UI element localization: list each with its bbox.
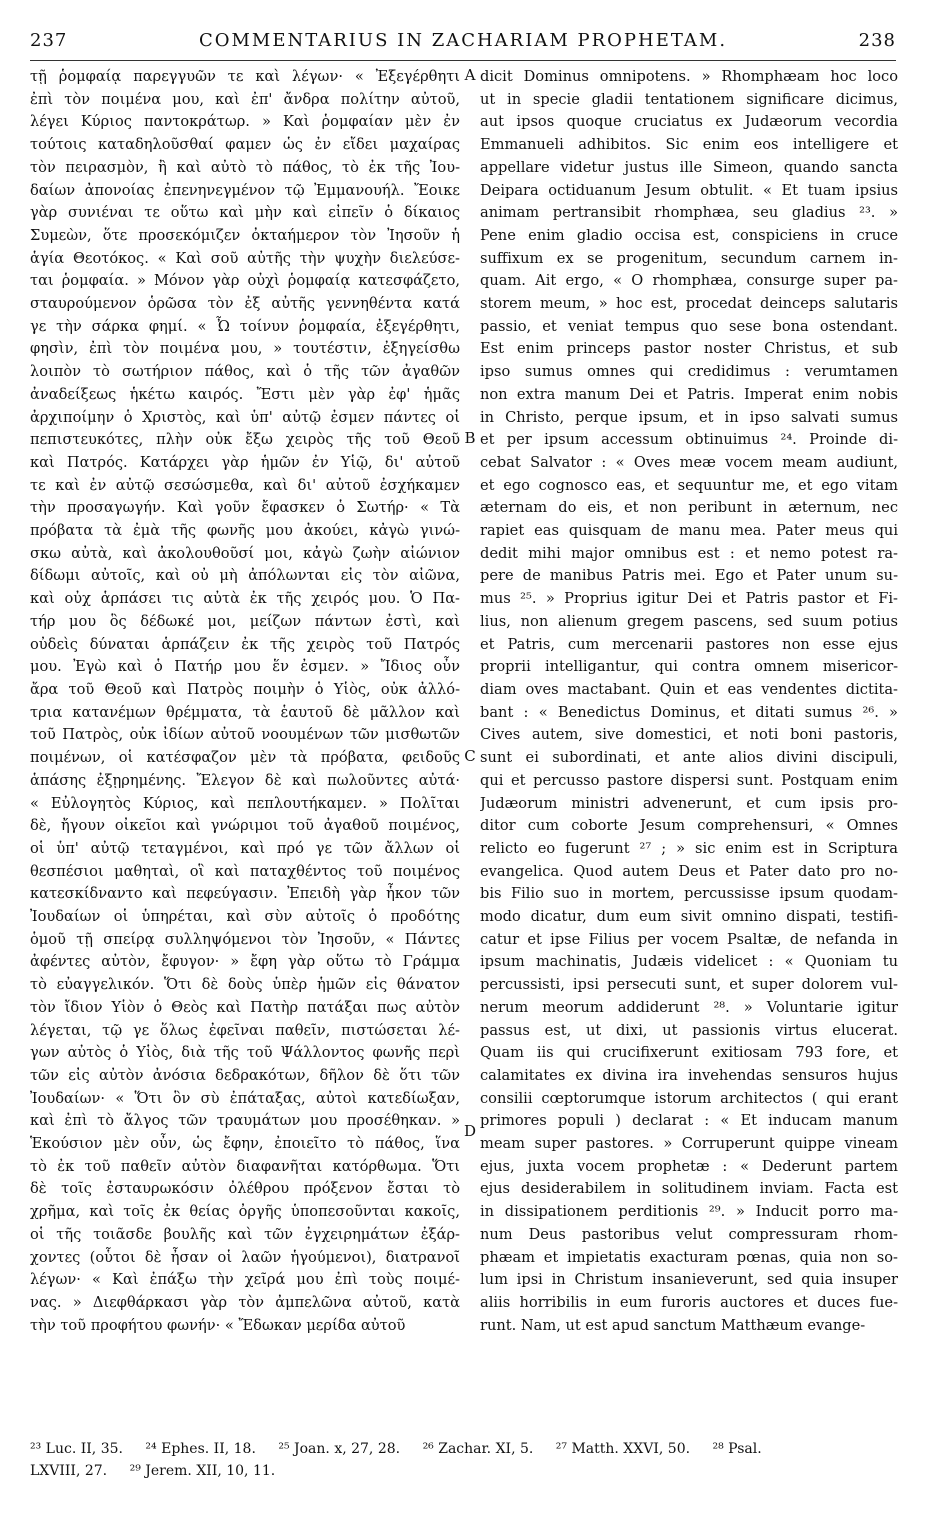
greek-text-line: λέγεται, τῷ γε ὅλως ἐφεῖναι παθεῖν, πιστώσεται λέ- xyxy=(30,1021,460,1039)
latin-text-line: Emmanueli adhibitos. Sic enim eos intelligere et xyxy=(480,136,898,154)
latin-text-line: aliis horribilis in eum furoris auctores et duces fue- xyxy=(480,1293,898,1311)
greek-text-line: νας. » Διεφθάρκασι γὰρ τὸν ἀμπελῶνα αὐτοῦ, κατὰ xyxy=(30,1293,460,1311)
footnote-line-1 xyxy=(30,1438,896,1460)
latin-text-line: mus ²⁵. » Proprius igitur Dei et Patris pastor et Fi- xyxy=(480,590,898,608)
latin-text-line: cebat Salvator : « Oves meæ vocem meam audiunt, xyxy=(480,453,898,471)
latin-text-line: runt. Nam, ut est apud sanctum Matthæum evange- xyxy=(480,1316,866,1334)
greek-text-line: λέγων· « Καὶ ἐπάξω τὴν χεῖρά μου ἐπὶ τοὺς ποιμέ- xyxy=(30,1271,460,1289)
greek-text-line: τήρ μου ὃς δέδωκέ μοι, μείζων πάντων ἐστὶ, καὶ xyxy=(30,612,460,630)
latin-text-line: dedit mihi major omnibus est : et nemo potest ra- xyxy=(480,544,898,562)
footnote: ²⁴ Ephes. II, 18. xyxy=(145,1441,256,1457)
greek-text-line: λοιπὸν τὸ σωτήριον πάθος, καὶ ὁ τῆς τῶν ἀγαθῶν xyxy=(30,363,460,381)
greek-text-line: δαίων ἀπονοίας ἐπενηνεγμένον τῷ Ἐμμανουήλ. Ἔοικε xyxy=(30,181,460,199)
greek-text-line: ἁγία Θεοτόκος. « Καὶ σοῦ αὐτῆς τὴν ψυχὴν διελεύσε- xyxy=(30,249,460,267)
latin-text-line: Deipara octiduanum Jesum obtulit. « Et tuam ipsius xyxy=(480,181,898,199)
header-rule xyxy=(30,60,896,61)
greek-text-line: τῶν εἰς αὐτὸν ἀνόσια δεδρακότων, δῆλον δὲ ὅτι τῶν xyxy=(30,1066,460,1084)
latin-text-line: relicto eo fugerunt ²⁷ ; » sic enim est in Scriptura xyxy=(480,839,898,857)
greek-text-line: ὁμοῦ τῇ σπείρᾳ συλληψόμενοι τὸν Ἰησοῦν, « Πάντες xyxy=(30,930,460,948)
page-header xyxy=(0,0,926,62)
greek-text-line: κατεσκίδναντο καὶ πεφεύγασιν. Ἐπειδὴ γὰρ ἧκον τῶν xyxy=(30,885,460,903)
latin-text-line: ipsum machinatis, Judæis videlicet : « Quoniam tu xyxy=(480,953,898,971)
latin-text-line: num Deus pastoribus velut compressuram rhom- xyxy=(480,1225,898,1243)
greek-text-line: ἁπάσης ἐξῃρημένης. Ἔλεγον δὲ καὶ πωλοῦντες αὐτά· xyxy=(30,771,460,789)
footnote: ²⁵ Joan. x, 27, 28. xyxy=(278,1441,401,1457)
running-title: COMMENTARIUS IN ZACHARIAM PROPHETAM. xyxy=(198,30,728,51)
latin-text-line: et per ipsum accessum obtinuimus ²⁴. Proinde di- xyxy=(480,431,898,449)
latin-text-line: catur et ipse Filius per vocem Psaltæ, de nefanda in xyxy=(480,930,898,948)
greek-text-line: δίδωμι αὐτοῖς, καὶ οὐ μὴ ἀπόλωνται εἰς τὸν αἰῶνα, xyxy=(30,567,460,585)
footnote: ²⁹ Jerem. XII, 10, 11. xyxy=(129,1463,276,1479)
latin-text-line: calamitates ex divina ira invehendas sensuros hujus xyxy=(480,1066,898,1084)
latin-text-line: æternam do eis, et non peribunt in æternum, nec xyxy=(480,499,898,517)
latin-text-line: bant : « Benedictus Dominus, et ditati sumus ²⁶. » xyxy=(480,703,898,721)
greek-text-line: φησὶν, ἐπὶ τὸν ποιμένα μου, » τουτέστιν, ἐξηγείσθω xyxy=(30,340,460,358)
footnote: ²⁸ Psal. xyxy=(712,1441,762,1457)
greek-text-line: καὶ Πατρός. Κατάρχει γὰρ ἡμῶν ἐν Υἱῷ, δι' αὐτοῦ xyxy=(30,453,460,471)
latin-text-line: ut in specie gladii tentationem significare dicimus, xyxy=(480,90,898,108)
latin-text-line: ejus, juxta vocem prophetæ : « Dederunt partem xyxy=(480,1157,898,1175)
footnote: ²³ Luc. II, 35. xyxy=(30,1441,123,1457)
greek-text-line: τὴν τοῦ προφήτου φωνήν· « Ἔδωκαν μερίδα αὐτοῦ xyxy=(30,1316,406,1334)
greek-text-line: ἄρα τοῦ Θεοῦ καὶ Πατρὸς ποιμὴν ὁ Υἱὸς, οὐκ ἀλλό- xyxy=(30,680,460,698)
latin-text-line: passio, et veniat tempus quo sese bona ostendant. xyxy=(480,317,898,335)
latin-text-line: sunt ei subordinati, et ante alios divini discipuli, xyxy=(480,749,898,767)
footnote: ²⁷ Matth. XXVI, 50. xyxy=(555,1441,691,1457)
footnote: ²⁶ Zachar. XI, 5. xyxy=(422,1441,534,1457)
latin-text-line: consilii cœptorumque istorum architectos ( qui erant xyxy=(480,1089,898,1107)
latin-text-line: lius, non alienum gregem pascens, sed suum potius xyxy=(480,612,898,630)
latin-text-line: Cives autem, sive domestici, et noti boni pastoris, xyxy=(480,726,898,744)
greek-text-line: γε τὴν σάρκα φημί. « Ὦ τοίνυν ῥομφαία, ἐξεγέρθητι, xyxy=(30,317,460,335)
latin-text-line: Quam iis qui crucifixerunt exitiosam 793 fore, et xyxy=(480,1044,898,1062)
greek-text-line: τὸν πειρασμὸν, ἢ καὶ αὐτὸ τὸ πάθος, τὸ ἐκ τῆς Ἰου- xyxy=(30,158,460,176)
greek-text-line: οὐδεὶς δύναται ἁρπάζειν ἐκ τῆς χειρὸς τοῦ Πατρός xyxy=(30,635,460,653)
latin-text-line: ejus desiderabilem in solitudinem inviam. Facta est xyxy=(480,1180,898,1198)
footnotes xyxy=(30,1438,896,1482)
latin-text-line: dicit Dominus omnipotens. » Rhomphæam hoc loco xyxy=(480,68,898,85)
latin-text-line: quam. Ait ergo, « O rhomphæa, consurge super pa- xyxy=(480,272,898,290)
latin-text-column xyxy=(480,66,898,1426)
greek-text-line: σκω αὐτὰ, καὶ ἀκολουθοῦσί μοι, κἀγὼ ζωὴν αἰώνιον xyxy=(30,544,460,562)
greek-text-line: οἱ ὑπ' αὐτῷ τεταγμένοι, καὶ πρό γε τῶν ἄλλων οἱ xyxy=(30,839,460,857)
latin-text-line: ditor cum coborte Jesum comprehensuri, « Omnes xyxy=(480,817,898,835)
greek-text-line: ἐπὶ τὸν ποιμένα μου, καὶ ἐπ' ἄνδρα πολίτην αὐτοῦ, xyxy=(30,90,460,108)
greek-text-line: ἀναδείξεως ἡκέτω καιρός. Ἔστι μὲν γὰρ ἐφ' ἡμᾶς xyxy=(30,385,460,403)
latin-text-line: in dissipationem perditionis ²⁹. » Inducit porro ma- xyxy=(480,1203,898,1221)
page-number-right: 238 xyxy=(858,30,896,51)
latin-text-line: nerum meorum addiderunt ²⁸. » Voluntarie igitur xyxy=(480,998,898,1016)
latin-text-line: ipso sumus omnes qui credidimus : verumtamen xyxy=(480,363,898,381)
greek-text-line: τρια κατανέμων θρέμματα, τὰ ἑαυτοῦ δὲ μᾶλλον καὶ xyxy=(30,703,460,721)
latin-text-line: et ego cognosco eas, et sequuntur me, et ego vitam xyxy=(480,476,898,494)
latin-text-line: non extra manum Dei et Patris. Imperat enim nobis xyxy=(480,385,898,403)
latin-text-line: rapiet eas quisquam de manu mea. Pater meus qui xyxy=(480,522,898,540)
greek-text-line: τούτοις καταδηλοῦσθαί φαμεν ὡς ἐν εἴδει μαχαίρας xyxy=(30,136,460,154)
margin-letter-b: B xyxy=(464,429,476,447)
latin-text-line: lum ipsi in Christum insanieverunt, sed quia insuper xyxy=(480,1271,898,1289)
greek-text-line: τε καὶ ἐν αὐτῷ σεσώσμεθα, καὶ δι' αὐτοῦ ἐσχήκαμεν xyxy=(30,476,460,494)
latin-text-line: primores populi ) declarat : « Et inducam manum xyxy=(480,1112,898,1130)
greek-text-line: τὸ ἐκ τοῦ παθεῖν αὐτὸν διαφανῆται κατόρθωμα. Ὅτι xyxy=(30,1157,460,1175)
greek-text-line: λέγει Κύριος παντοκράτωρ. » Καὶ ῥομφαίαν μὲν ἐν xyxy=(30,113,460,131)
greek-text-line: Ἰουδαίων· « Ὅτι ὃν σὺ ἐπάταξας, αὐτοὶ κατεδίωξαν, xyxy=(30,1089,460,1107)
greek-text-line: πεπιστευκότες, πλὴν οὐκ ἔξω χειρὸς τῆς τοῦ Θεοῦ xyxy=(30,431,460,449)
latin-text-line: aut ipsos quoque cruciatus ex Judæorum vecordia xyxy=(480,113,898,131)
latin-text-line: animam pertransibit rhomphæa, seu gladius ²³. » xyxy=(480,204,898,222)
greek-text-line: τὸν ἴδιον Υἱὸν ὁ Θεὸς καὶ Πατὴρ πατάξαι πως αὐτὸν xyxy=(30,998,460,1016)
latin-text-line: proprii intelligantur, qui contra omnem misericor- xyxy=(480,658,898,676)
greek-text-line: ἀφέντες αὐτὸν, ἔφυγον· » ἔφη γὰρ οὕτω τὸ Γράμμα xyxy=(30,953,460,971)
greek-text-line: οἱ τῆς τοιᾶσδε βουλῆς καὶ τῶν ἐγχειρημάτων ἐξάρ- xyxy=(30,1225,460,1243)
greek-text-column xyxy=(30,66,460,1426)
greek-text-line: χοντες (οὗτοι δὲ ἦσαν οἱ λαῶν ἡγούμενοι), διατρανοῖ xyxy=(30,1248,460,1266)
greek-text-line: χρῆμα, καὶ τοῖς ἐκ θείας ὀργῆς ὑποπεσοῦνται κακοῖς, xyxy=(30,1203,460,1221)
greek-text-line: ποιμένων, οἱ κατέσφαζον μὲν τὰ πρόβατα, φειδοῦς xyxy=(30,749,460,767)
latin-text-line: in Christo, perque ipsum, et in ipso salvati sumus xyxy=(480,408,898,426)
page-number-left: 237 xyxy=(30,30,68,51)
greek-text-line: δὲ τοῖς ἐσταυρωκόσιν ὀλέθρου πρόξενον ἔσται τὸ xyxy=(30,1180,460,1198)
greek-text-line: γὰρ συνιέναι τε οὕτω καὶ μὴν καὶ εἰπεῖν ὁ δίκαιος xyxy=(30,204,460,222)
latin-text-line: suffixum ex se progenitum, secundum carnem in- xyxy=(480,249,898,267)
latin-text-line: Pene enim gladio occisa est, conspiciens in cruce xyxy=(480,226,898,244)
latin-text-line: qui et percusso pastore dispersi sunt. Postquam enim xyxy=(480,771,898,789)
greek-text-line: καὶ οὐχ ἁρπάσει τις αὐτὰ ἐκ τῆς χειρός μου. Ὁ Πα- xyxy=(30,590,460,608)
greek-text-line: Ἰουδαίων οἱ ὑπηρέται, καὶ σὺν αὐτοῖς ὁ προδότης xyxy=(30,908,460,926)
latin-text-line: et Patris, cum mercenarii pastores non esse ejus xyxy=(480,635,898,653)
footnote: LXVIII, 27. xyxy=(30,1463,108,1479)
greek-text-line: πρόβατα τὰ ἐμὰ τῆς φωνῆς μου ἀκούει, κἀγὼ γινώ- xyxy=(30,522,460,540)
footnote-line-2 xyxy=(30,1460,896,1482)
latin-text-line: diam oves mactabant. Quin et eas vendentes dictita- xyxy=(480,680,898,698)
latin-text-line: passus est, ut dixi, ut passionis virtus elucerat. xyxy=(480,1021,898,1039)
greek-text-line: σταυρούμενον ὁρῶσα τὸν ἐξ αὐτῆς γεννηθέντα κατά xyxy=(30,295,460,313)
greek-text-line: Ἑκούσιον μὲν οὖν, ὡς ἔφην, ἐποιεῖτο τὸ πάθος, ἵνα xyxy=(30,1135,460,1153)
latin-text-line: evangelica. Quod autem Deus et Pater dato pro no- xyxy=(480,862,898,880)
latin-text-line: Judæorum ministri advenerunt, et cum ipsis pro- xyxy=(480,794,898,812)
greek-text-line: τὸ εὐαγγελικόν. Ὅτι δὲ δοὺς ὑπὲρ ἡμῶν εἰς θάνατον xyxy=(30,976,460,994)
greek-text-line: « Εὐλογητὸς Κύριος, καὶ πεπλουτήκαμεν. » Πολῖται xyxy=(30,794,460,812)
greek-text-line: τὴν προσαγωγήν. Καὶ γοῦν ἔφασκεν ὁ Σωτήρ· « Τὰ xyxy=(30,499,460,517)
latin-text-line: pere de manibus Patris mei. Ego et Pater unum su- xyxy=(480,567,898,585)
greek-text-line: τῇ ῥομφαίᾳ παρεγγυῶν τε καὶ λέγων· « Ἐξεγέρθητι xyxy=(30,68,460,85)
greek-text-line: καὶ ἐπὶ τὸ ἄλγος τῶν τραυμάτων μου προσέθηκαν. » xyxy=(30,1112,460,1130)
latin-text-line: storem meum, » hoc est, procedat deinceps salutaris xyxy=(480,295,898,313)
latin-text-line: appellare videtur justus ille Simeon, quando sancta xyxy=(480,158,898,176)
greek-text-line: ται ῥομφαία. » Μόνον γὰρ οὐχὶ ῥομφαίᾳ κατεσφάζετο, xyxy=(30,272,460,290)
greek-text-line: ἀρχιποίμην ὁ Χριστὸς, καὶ ὑπ' αὐτῷ ἐσμεν πάντες οἱ xyxy=(30,408,460,426)
greek-text-line: δὲ, ἤγουν οἰκεῖοι καὶ γνώριμοι τοῦ ἀγαθοῦ ποιμένος, xyxy=(30,817,460,835)
latin-text-line: Est enim princeps pastor noster Christus, et sub xyxy=(480,340,898,358)
greek-text-line: Συμεὼν, ὅτε προσεκόμιζεν ὀκταήμερον τὸν Ἰησοῦν ἡ xyxy=(30,226,460,244)
greek-text-line: θεσπέσιοι μαθηταὶ, οἳ καὶ παταχθέντος τοῦ ποιμένος xyxy=(30,862,460,880)
greek-text-line: γων αὐτὸς ὁ Υἱὸς, διὰ τῆς τοῦ Ψάλλοντος φωνῆς περὶ xyxy=(30,1044,460,1062)
greek-text-line: τοῦ Πατρὸς, οὐκ ἰδίων αὐτοῦ νοουμένων τῶν μισθωτῶν xyxy=(30,726,460,744)
margin-letter-c: C xyxy=(464,747,476,765)
margin-letter-d: D xyxy=(463,1122,477,1140)
latin-text-line: bis Filio suo in mortem, percussisse ipsum quodam- xyxy=(480,885,898,903)
greek-text-line: μου. Ἐγὼ καὶ ὁ Πατήρ μου ἕν ἐσμεν. » Ἴδιος οὖν xyxy=(30,658,460,676)
margin-letter-a: A xyxy=(464,66,476,84)
latin-text-line: modo dicatur, dum eum sivit omnino dispati, testifi- xyxy=(480,908,898,926)
latin-text-line: meam super pastores. » Corruperunt quippe vineam xyxy=(480,1135,898,1153)
latin-text-line: percussisti, ipsi persecuti sunt, et super dolorem vul- xyxy=(480,976,898,994)
latin-text-line: phæam et impietatis exacturam pœnas, quia non so- xyxy=(480,1248,898,1266)
